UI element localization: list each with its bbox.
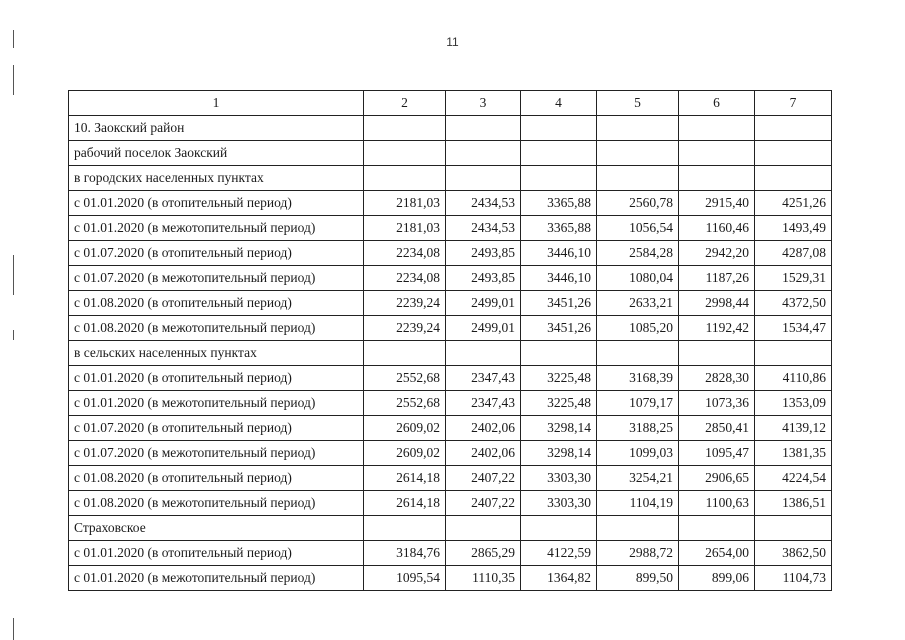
column-header: 4 xyxy=(521,91,597,116)
row-label: 10. Заокский район xyxy=(69,116,364,141)
value-cell xyxy=(521,516,597,541)
table-row xyxy=(69,141,832,166)
value-cell xyxy=(446,141,521,166)
value-cell: 4372,50 xyxy=(755,291,832,316)
value-cell: 2181,03 xyxy=(364,191,446,216)
table-row xyxy=(69,541,832,566)
value-cell: 1104,73 xyxy=(755,566,832,591)
value-cell xyxy=(364,516,446,541)
table-row xyxy=(69,516,832,541)
scan-edge-mark xyxy=(13,65,14,95)
value-cell xyxy=(597,516,679,541)
value-cell: 2942,20 xyxy=(679,241,755,266)
value-cell xyxy=(364,116,446,141)
table-row xyxy=(69,441,832,466)
value-cell: 4251,26 xyxy=(755,191,832,216)
value-cell: 2828,30 xyxy=(679,366,755,391)
value-cell: 1104,19 xyxy=(597,491,679,516)
value-cell: 1364,82 xyxy=(521,566,597,591)
value-cell: 2234,08 xyxy=(364,266,446,291)
table-row xyxy=(69,366,832,391)
value-cell: 1073,36 xyxy=(679,391,755,416)
column-header: 5 xyxy=(597,91,679,116)
value-cell: 2915,40 xyxy=(679,191,755,216)
value-cell xyxy=(755,141,832,166)
value-cell: 4122,59 xyxy=(521,541,597,566)
scan-edge-mark xyxy=(13,30,14,48)
value-cell: 1095,47 xyxy=(679,441,755,466)
value-cell xyxy=(755,341,832,366)
value-cell xyxy=(679,166,755,191)
table-header xyxy=(69,91,832,116)
table-row xyxy=(69,191,832,216)
table-row xyxy=(69,316,832,341)
value-cell: 2407,22 xyxy=(446,491,521,516)
scan-edge-mark xyxy=(13,618,14,640)
value-cell: 899,50 xyxy=(597,566,679,591)
value-cell: 1353,09 xyxy=(755,391,832,416)
value-cell: 3303,30 xyxy=(521,491,597,516)
value-cell: 1080,04 xyxy=(597,266,679,291)
value-cell: 2609,02 xyxy=(364,416,446,441)
row-label: с 01.01.2020 (в межотопительный период) xyxy=(69,566,364,591)
value-cell: 2552,68 xyxy=(364,366,446,391)
table-body xyxy=(69,116,832,591)
value-cell xyxy=(446,166,521,191)
value-cell: 2402,06 xyxy=(446,416,521,441)
value-cell: 1056,54 xyxy=(597,216,679,241)
row-label: в городских населенных пунктах xyxy=(69,166,364,191)
value-cell xyxy=(364,141,446,166)
header-row xyxy=(69,91,832,116)
value-cell: 1095,54 xyxy=(364,566,446,591)
value-cell: 1187,26 xyxy=(679,266,755,291)
value-cell: 2239,24 xyxy=(364,316,446,341)
scan-edge-mark xyxy=(13,255,14,295)
value-cell: 2865,29 xyxy=(446,541,521,566)
value-cell xyxy=(755,166,832,191)
value-cell: 1099,03 xyxy=(597,441,679,466)
tariff-table xyxy=(68,90,832,591)
value-cell: 2347,43 xyxy=(446,366,521,391)
table-row xyxy=(69,266,832,291)
table-row xyxy=(69,166,832,191)
value-cell: 3446,10 xyxy=(521,241,597,266)
value-cell: 4224,54 xyxy=(755,466,832,491)
row-label: Страховское xyxy=(69,516,364,541)
value-cell: 2434,53 xyxy=(446,191,521,216)
value-cell xyxy=(679,116,755,141)
value-cell: 2614,18 xyxy=(364,491,446,516)
value-cell: 1493,49 xyxy=(755,216,832,241)
row-label: с 01.01.2020 (в отопительный период) xyxy=(69,366,364,391)
value-cell xyxy=(597,166,679,191)
value-cell xyxy=(446,116,521,141)
value-cell: 4110,86 xyxy=(755,366,832,391)
value-cell: 2347,43 xyxy=(446,391,521,416)
value-cell: 2499,01 xyxy=(446,316,521,341)
value-cell: 2609,02 xyxy=(364,441,446,466)
row-label: с 01.07.2020 (в отопительный период) xyxy=(69,416,364,441)
value-cell: 4287,08 xyxy=(755,241,832,266)
value-cell: 2906,65 xyxy=(679,466,755,491)
value-cell: 2998,44 xyxy=(679,291,755,316)
row-label: с 01.08.2020 (в отопительный период) xyxy=(69,466,364,491)
table-row xyxy=(69,341,832,366)
column-header: 7 xyxy=(755,91,832,116)
row-label: с 01.07.2020 (в межотопительный период) xyxy=(69,441,364,466)
value-cell xyxy=(679,516,755,541)
row-label: с 01.01.2020 (в межотопительный период) xyxy=(69,391,364,416)
row-label: с 01.08.2020 (в межотопительный период) xyxy=(69,491,364,516)
table-row xyxy=(69,241,832,266)
value-cell: 2402,06 xyxy=(446,441,521,466)
value-cell: 3303,30 xyxy=(521,466,597,491)
value-cell: 2234,08 xyxy=(364,241,446,266)
value-cell: 3184,76 xyxy=(364,541,446,566)
row-label: с 01.01.2020 (в межотопительный период) xyxy=(69,216,364,241)
table-row xyxy=(69,566,832,591)
value-cell: 2584,28 xyxy=(597,241,679,266)
value-cell xyxy=(755,516,832,541)
value-cell xyxy=(521,341,597,366)
value-cell xyxy=(521,141,597,166)
value-cell: 1100,63 xyxy=(679,491,755,516)
value-cell: 1529,31 xyxy=(755,266,832,291)
value-cell: 2850,41 xyxy=(679,416,755,441)
value-cell xyxy=(521,116,597,141)
value-cell: 2434,53 xyxy=(446,216,521,241)
column-header: 2 xyxy=(364,91,446,116)
value-cell xyxy=(597,116,679,141)
value-cell: 2499,01 xyxy=(446,291,521,316)
value-cell: 2552,68 xyxy=(364,391,446,416)
value-cell: 2988,72 xyxy=(597,541,679,566)
page-number: 11 xyxy=(446,35,459,49)
table-row xyxy=(69,216,832,241)
value-cell: 1534,47 xyxy=(755,316,832,341)
value-cell: 3225,48 xyxy=(521,391,597,416)
value-cell: 1160,46 xyxy=(679,216,755,241)
value-cell: 3168,39 xyxy=(597,366,679,391)
table-row xyxy=(69,116,832,141)
row-label: с 01.01.2020 (в отопительный период) xyxy=(69,541,364,566)
scan-edge-mark xyxy=(13,330,14,340)
value-cell xyxy=(597,141,679,166)
row-label: с 01.01.2020 (в отопительный период) xyxy=(69,191,364,216)
value-cell: 3365,88 xyxy=(521,216,597,241)
column-header: 3 xyxy=(446,91,521,116)
value-cell: 1079,17 xyxy=(597,391,679,416)
value-cell: 3365,88 xyxy=(521,191,597,216)
value-cell xyxy=(446,516,521,541)
value-cell: 3298,14 xyxy=(521,441,597,466)
value-cell xyxy=(755,116,832,141)
row-label: рабочий поселок Заокский xyxy=(69,141,364,166)
row-label: в сельских населенных пунктах xyxy=(69,341,364,366)
value-cell: 1110,35 xyxy=(446,566,521,591)
value-cell: 2493,85 xyxy=(446,266,521,291)
table-row xyxy=(69,391,832,416)
value-cell xyxy=(679,341,755,366)
value-cell: 3446,10 xyxy=(521,266,597,291)
value-cell: 3298,14 xyxy=(521,416,597,441)
value-cell xyxy=(679,141,755,166)
value-cell: 3188,25 xyxy=(597,416,679,441)
row-label: с 01.07.2020 (в отопительный период) xyxy=(69,241,364,266)
column-header: 1 xyxy=(69,91,364,116)
value-cell xyxy=(364,341,446,366)
value-cell: 2407,22 xyxy=(446,466,521,491)
value-cell: 1386,51 xyxy=(755,491,832,516)
row-label: с 01.08.2020 (в отопительный период) xyxy=(69,291,364,316)
table-row xyxy=(69,466,832,491)
table-row xyxy=(69,291,832,316)
value-cell: 2493,85 xyxy=(446,241,521,266)
value-cell: 3451,26 xyxy=(521,316,597,341)
value-cell: 2614,18 xyxy=(364,466,446,491)
table-row xyxy=(69,416,832,441)
row-label: с 01.08.2020 (в межотопительный период) xyxy=(69,316,364,341)
value-cell: 2239,24 xyxy=(364,291,446,316)
table-row xyxy=(69,491,832,516)
value-cell: 3225,48 xyxy=(521,366,597,391)
value-cell: 2633,21 xyxy=(597,291,679,316)
value-cell: 3254,21 xyxy=(597,466,679,491)
value-cell: 4139,12 xyxy=(755,416,832,441)
value-cell: 899,06 xyxy=(679,566,755,591)
value-cell xyxy=(364,166,446,191)
value-cell: 2560,78 xyxy=(597,191,679,216)
row-label: с 01.07.2020 (в межотопительный период) xyxy=(69,266,364,291)
value-cell: 1192,42 xyxy=(679,316,755,341)
value-cell: 3862,50 xyxy=(755,541,832,566)
column-header: 6 xyxy=(679,91,755,116)
value-cell: 1381,35 xyxy=(755,441,832,466)
value-cell xyxy=(446,341,521,366)
value-cell xyxy=(597,341,679,366)
value-cell: 3451,26 xyxy=(521,291,597,316)
value-cell xyxy=(521,166,597,191)
value-cell: 2654,00 xyxy=(679,541,755,566)
value-cell: 1085,20 xyxy=(597,316,679,341)
value-cell: 2181,03 xyxy=(364,216,446,241)
